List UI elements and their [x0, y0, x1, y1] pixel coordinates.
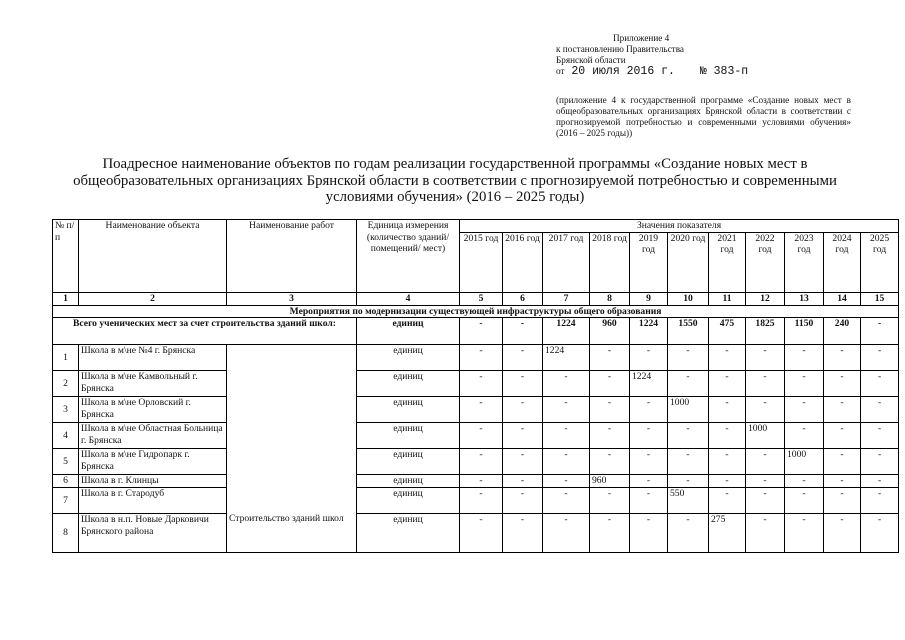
unit-cell: единиц	[357, 423, 460, 449]
appendix-title: Приложение 4	[613, 33, 670, 43]
value-cell: -	[460, 397, 503, 423]
value-cell: -	[460, 514, 503, 553]
table-row	[53, 397, 899, 423]
value-cell: -	[861, 488, 899, 514]
value-cell: 1224	[543, 345, 590, 371]
object-name: Школа в м\не Орловский г. Брянска	[79, 397, 227, 423]
value-cell: -	[460, 488, 503, 514]
value-cell: -	[709, 423, 746, 449]
value-cell: 1000	[746, 423, 785, 449]
value-cell: -	[503, 475, 543, 488]
value-cell: -	[503, 397, 543, 423]
header-year: 2018 год	[590, 232, 630, 292]
total-value: 1150	[785, 318, 824, 345]
table-row	[53, 514, 899, 553]
value-cell: 550	[668, 488, 709, 514]
unit-cell: единиц	[357, 449, 460, 475]
value-cell: -	[543, 475, 590, 488]
value-cell: -	[861, 423, 899, 449]
value-cell: -	[460, 449, 503, 475]
appendix-line-2: Брянской области	[556, 54, 626, 65]
total-value: 1224	[543, 318, 590, 345]
date-prefix: от	[556, 66, 565, 77]
column-number: 9	[630, 292, 668, 305]
table-row	[53, 345, 899, 371]
value-cell: -	[668, 371, 709, 397]
value-cell: -	[543, 423, 590, 449]
value-cell: -	[503, 345, 543, 371]
value-cell: -	[590, 449, 630, 475]
value-cell: -	[861, 397, 899, 423]
value-cell: 1000	[785, 449, 824, 475]
total-unit: единиц	[357, 318, 460, 345]
appendix-line-1: к постановлению Правительства	[556, 43, 684, 54]
value-cell: -	[630, 423, 668, 449]
unit-cell: единиц	[357, 397, 460, 423]
value-cell: -	[668, 449, 709, 475]
value-cell: -	[503, 488, 543, 514]
column-number: 12	[746, 292, 785, 305]
value-cell: -	[630, 475, 668, 488]
header-year: 2020 год	[668, 232, 709, 292]
unit-cell: единиц	[357, 514, 460, 553]
object-name: Школа в м\не №4 г. Брянска	[79, 345, 227, 371]
total-value: -	[460, 318, 503, 345]
value-cell: -	[543, 514, 590, 553]
column-number: 10	[668, 292, 709, 305]
value-cell: -	[746, 345, 785, 371]
value-cell: -	[503, 449, 543, 475]
value-cell: -	[746, 397, 785, 423]
row-number: 8	[53, 514, 79, 553]
header-year: 2023 год	[785, 232, 824, 292]
value-cell: -	[861, 514, 899, 553]
column-number: 15	[861, 292, 899, 305]
total-value: -	[861, 318, 899, 345]
header-year: 2017 год	[543, 232, 590, 292]
total-value: 1550	[668, 318, 709, 345]
total-label: Всего ученических мест за счет строительства зданий школ:	[53, 318, 357, 345]
value-cell: -	[824, 371, 861, 397]
decree-number: № 383-п	[699, 65, 749, 79]
value-cell: -	[503, 371, 543, 397]
value-cell: -	[630, 397, 668, 423]
table-row	[53, 475, 899, 488]
column-number: 3	[227, 292, 357, 305]
value-cell: 1000	[668, 397, 709, 423]
column-number: 11	[709, 292, 746, 305]
header-year: 2025 год	[861, 232, 899, 292]
table-row	[53, 423, 899, 449]
value-cell: -	[746, 488, 785, 514]
unit-cell: единиц	[357, 371, 460, 397]
total-value: 1825	[746, 318, 785, 345]
object-name: Школа в г. Клинцы	[79, 475, 227, 488]
value-cell: -	[824, 475, 861, 488]
decree-date: 20 июля 2016 г.	[571, 65, 675, 79]
header-unit: Единица измерения (количество зданий/ помещений/ мест)	[357, 220, 460, 293]
value-cell: -	[785, 475, 824, 488]
row-number: 5	[53, 449, 79, 475]
header-year: 2021 год	[709, 232, 746, 292]
value-cell: -	[543, 488, 590, 514]
header-year: 2015 год	[460, 232, 503, 292]
value-cell: -	[824, 345, 861, 371]
value-cell: -	[785, 345, 824, 371]
column-number: 4	[357, 292, 460, 305]
value-cell: -	[861, 449, 899, 475]
row-number: 7	[53, 488, 79, 514]
total-value: 960	[590, 318, 630, 345]
value-cell: -	[824, 397, 861, 423]
value-cell: -	[590, 397, 630, 423]
value-cell: -	[460, 345, 503, 371]
header-year: 2022 год	[746, 232, 785, 292]
value-cell: -	[824, 423, 861, 449]
value-cell: -	[824, 514, 861, 553]
value-cell: -	[630, 488, 668, 514]
total-row	[53, 318, 899, 345]
value-cell: -	[543, 449, 590, 475]
value-cell: -	[746, 514, 785, 553]
value-cell: -	[668, 423, 709, 449]
row-number: 2	[53, 371, 79, 397]
work-name: Строительство зданий школ	[227, 345, 357, 553]
column-number: 6	[503, 292, 543, 305]
value-cell: -	[630, 449, 668, 475]
value-cell: -	[709, 488, 746, 514]
value-cell: -	[785, 423, 824, 449]
value-cell: -	[460, 423, 503, 449]
value-cell: -	[630, 514, 668, 553]
value-cell: -	[668, 345, 709, 371]
value-cell: -	[543, 371, 590, 397]
value-cell: -	[668, 514, 709, 553]
column-number: 1	[53, 292, 79, 305]
object-name: Школа в м\не Областная Больница г. Брянска	[79, 423, 227, 449]
object-name: Школа в м\не Гидропарк г. Брянска	[79, 449, 227, 475]
header-num: № п/ п	[53, 220, 79, 293]
value-cell: -	[709, 345, 746, 371]
total-value: 475	[709, 318, 746, 345]
value-cell: -	[543, 397, 590, 423]
value-cell: -	[590, 371, 630, 397]
value-cell: -	[709, 475, 746, 488]
value-cell: -	[824, 488, 861, 514]
total-value: 1224	[630, 318, 668, 345]
object-name: Школа в г. Стародуб	[79, 488, 227, 514]
value-cell: -	[746, 475, 785, 488]
value-cell: -	[590, 345, 630, 371]
table-row	[53, 488, 899, 514]
object-name: Школа в м\не Камвольный г. Брянска	[79, 371, 227, 397]
value-cell: -	[785, 488, 824, 514]
value-cell: -	[503, 514, 543, 553]
value-cell: -	[824, 449, 861, 475]
column-number: 5	[460, 292, 503, 305]
column-number: 14	[824, 292, 861, 305]
value-cell: -	[460, 371, 503, 397]
value-cell: 960	[590, 475, 630, 488]
total-value: 240	[824, 318, 861, 345]
value-cell: -	[590, 514, 630, 553]
document-title: Поадресное наименование объектов по годам реализации государственной программы «Создание новых мест в общеобразовательных организациях Брянской области в соответствии с прогнозируемой потребностью и современными условиями обучения» (2016 – 2025 годы)	[73, 156, 837, 205]
value-cell: -	[746, 449, 785, 475]
column-numbers-row	[53, 292, 899, 305]
value-cell: -	[746, 371, 785, 397]
value-cell: -	[709, 397, 746, 423]
value-cell: -	[709, 371, 746, 397]
row-number: 1	[53, 345, 79, 371]
unit-cell: единиц	[357, 345, 460, 371]
row-number: 6	[53, 475, 79, 488]
value-cell: -	[709, 449, 746, 475]
object-name: Школа в н.п. Новые Дарковичи Брянского района	[79, 514, 227, 553]
column-number: 7	[543, 292, 590, 305]
total-value: -	[503, 318, 543, 345]
header-year: 2024 год	[824, 232, 861, 292]
table-row	[53, 449, 899, 475]
column-number: 8	[590, 292, 630, 305]
header-work-name: Наименование работ	[227, 220, 357, 293]
value-cell: 275	[709, 514, 746, 553]
section-title: Мероприятия по модернизации существующей инфраструктуры общего образования	[53, 305, 899, 318]
unit-cell: единиц	[357, 475, 460, 488]
value-cell: -	[861, 475, 899, 488]
table-row	[53, 371, 899, 397]
appendix-date-line	[556, 66, 748, 78]
value-cell: -	[861, 371, 899, 397]
value-cell: -	[630, 345, 668, 371]
value-cell: -	[785, 371, 824, 397]
value-cell: -	[590, 488, 630, 514]
header-row-1	[53, 220, 899, 233]
value-cell: -	[785, 514, 824, 553]
value-cell: 1224	[630, 371, 668, 397]
header-year: 2019 год	[630, 232, 668, 292]
row-number: 4	[53, 423, 79, 449]
section-row	[53, 305, 899, 318]
objects-table	[52, 219, 899, 553]
value-cell: -	[785, 397, 824, 423]
value-cell: -	[503, 423, 543, 449]
column-number: 13	[785, 292, 824, 305]
program-note: (приложение 4 к государственной программе «Создание новых мест в общеобразовательных организациях Брянской области в соответствии с прогнозируемой потребностью и современными условиями обучения» (2016 – 2025 годы))	[556, 95, 851, 138]
value-cell: -	[668, 475, 709, 488]
header-object-name: Наименование объекта	[79, 220, 227, 293]
header-values: Значения показателя	[460, 220, 899, 233]
value-cell: -	[460, 475, 503, 488]
row-number: 3	[53, 397, 79, 423]
value-cell: -	[861, 345, 899, 371]
value-cell: -	[590, 423, 630, 449]
column-number: 2	[79, 292, 227, 305]
unit-cell: единиц	[357, 488, 460, 514]
header-year: 2016 год	[503, 232, 543, 292]
appendix-block	[556, 33, 748, 78]
